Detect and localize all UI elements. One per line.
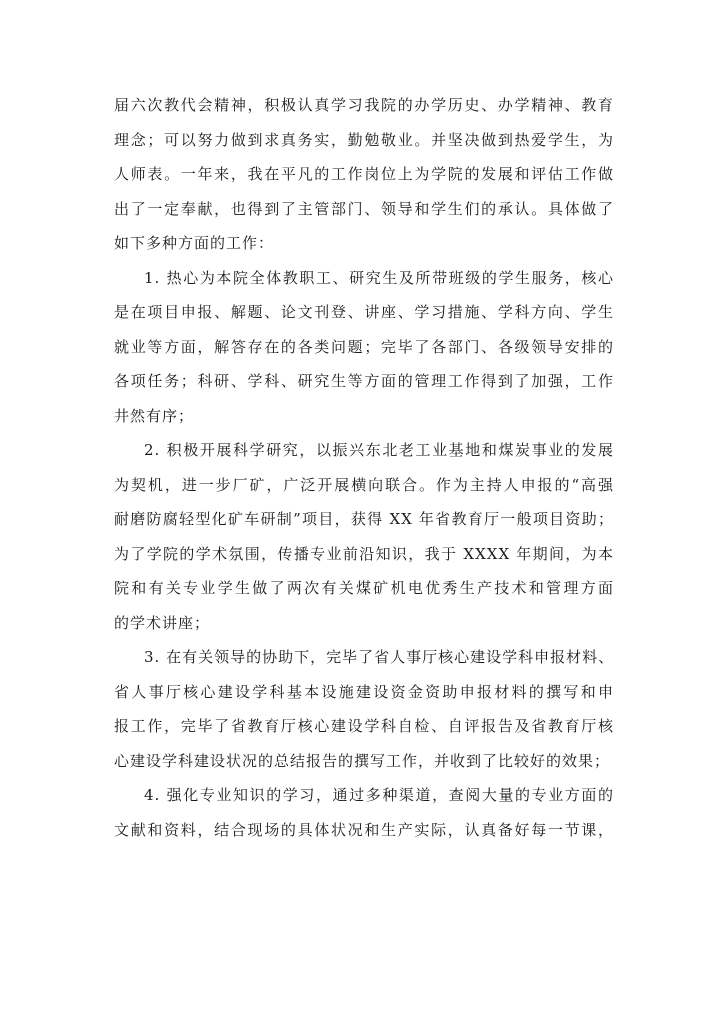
paragraph-item-4 [114, 778, 614, 847]
text-line: 为了学院的学术氛围，传播专业前沿知识，我于 XXXX 年期间，为本 [114, 544, 614, 563]
text-line: 各项任务；科研、学科、研究生等方面的管理工作得到了加强，工作 [114, 372, 614, 390]
paragraph-item-3 [114, 640, 614, 778]
text-line: 耐磨防腐轻型化矿车研制”项目，获得 XX 年省教育厅一般项目资助； [114, 510, 614, 528]
text-line: 是在项目申报、解题、论文刊登、讲座、学习措施、学科方向、学生 [114, 303, 614, 321]
paragraph-item-1 [114, 261, 614, 434]
text-line: 文献和资料，结合现场的具体状况和生产实际，认真备好每一节课， [114, 820, 614, 839]
document-body [114, 88, 614, 847]
text-line: 的学术讲座； [114, 613, 211, 632]
text-line: 人师表。一年来，我在平凡的工作岗位上为学院的发展和评估工作做 [114, 165, 614, 183]
text-line: 心建设学科建设状况的总结报告的撰写工作，并收到了比较好的效果； [114, 751, 611, 770]
text-line: 出了一定奉献，也得到了主管部门、领导和学生们的承认。具体做了 [114, 199, 614, 218]
text-line: 报工作，完毕了省教育厅核心建设学科自检、自评报告及省教育厅核 [114, 717, 614, 735]
text-line: 4. 强化专业知识的学习，通过多种渠道，查阅大量的专业方面的 [144, 786, 614, 804]
text-line: 届六次教代会精神，积极认真学习我院的办学历史、办学精神、教育 [114, 96, 614, 114]
text-line: 省人事厅核心建设学科基本设施建设资金资助申报材料的撰写和申 [114, 682, 614, 701]
text-line: 3. 在有关领导的协助下，完毕了省人事厅核心建设学科申报材料、 [144, 648, 615, 666]
text-line: 院和有关专业学生做了两次有关煤矿机电优秀生产技术和管理方面 [114, 579, 614, 597]
text-line: 井然有序； [114, 406, 195, 425]
text-line: 为契机，进一步厂矿，广泛开展横向联合。作为主持人申报的“高强 [114, 475, 614, 494]
text-line: 理念；可以努力做到求真务实，勤勉敬业。并坚决做到热爱学生，为 [114, 130, 614, 149]
text-line: 1. 热心为本院全体教职工、研究生及所带班级的学生服务，核心 [144, 268, 614, 287]
paragraph-item-2 [114, 433, 614, 640]
text-line: 如下多种方面的工作： [114, 234, 275, 252]
text-line: 就业等方面，解答存在的各类问题；完毕了各部门、各级领导安排的 [114, 337, 614, 356]
paragraph-intro [114, 88, 614, 261]
text-line: 2. 积极开展科学研究，以振兴东北老工业基地和煤炭事业的发展 [144, 441, 614, 459]
